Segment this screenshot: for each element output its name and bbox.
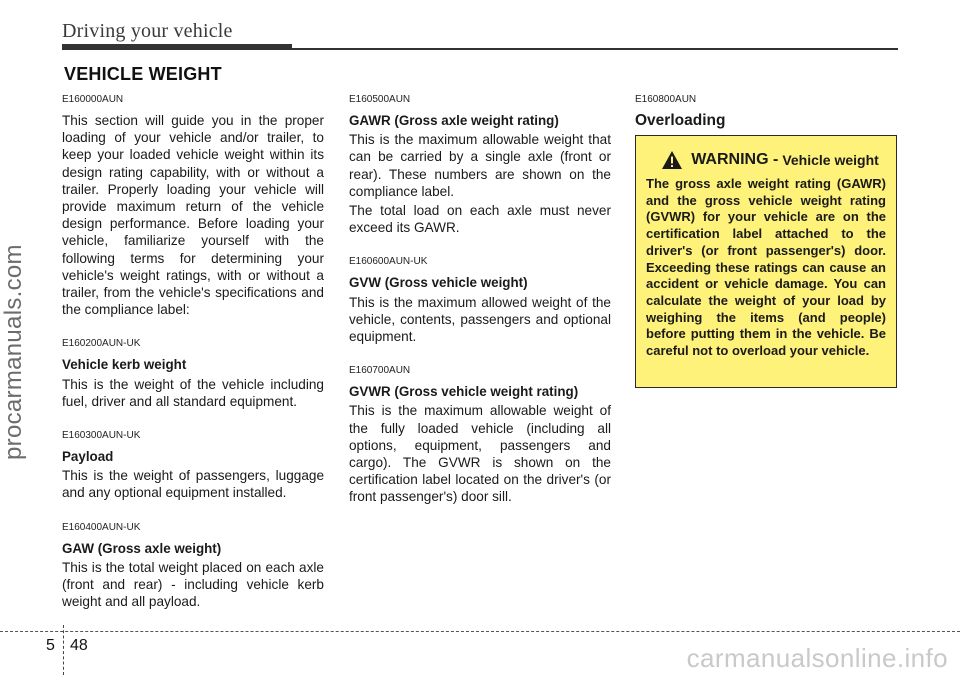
gawr-text-2: The total load on each axle must never exceed its GAWR. (349, 203, 611, 236)
warning-subject: Vehicle weight (782, 152, 879, 168)
page-number: 48 (70, 637, 88, 654)
column-3 (635, 94, 897, 131)
section-code: E160300AUN-UK (62, 430, 141, 442)
payload-heading: Payload (62, 449, 114, 465)
section-code: E160700AUN (349, 365, 411, 377)
gvwr-text: This is the maximum allowable weight of the fully loaded vehicle (including all options, equipment, passengers and cargo). The GVWR is shown on the certification label located on the driver's (or front passenger's) door sill. (349, 403, 611, 505)
watermark-bottom: carmanualsonline.info (686, 643, 948, 673)
gvw-heading: GVW (Gross vehicle weight) (349, 275, 528, 291)
section-code: E160800AUN (635, 94, 697, 105)
gvwr-heading: GVWR (Gross vehicle weight rating) (349, 384, 579, 400)
section-code: E160400AUN-UK (62, 521, 141, 533)
section-code: E160200AUN-UK (62, 338, 141, 350)
overloading-heading: Overloading (635, 112, 726, 129)
header-rule (62, 48, 898, 50)
section-code: E160600AUN-UK (349, 256, 428, 268)
kerb-weight-text: This is the weight of the vehicle including fuel, driver and all standard equipment. (62, 376, 324, 409)
warning-text: The gross axle weight rating (GAWR) and the gross vehicle weight rating (GVWR) for your vehicle are on the certification label attached to the driver's (or front passenger's) door. Exceeding these ratings can cause an accident or vehicle damage. You can calculate the weight of your load by weighing the items (and people) before putting them in the vehicle. Be careful not to overload your vehicle. (646, 176, 886, 359)
watermark-left: procarmanuals.com (0, 244, 27, 460)
gvw-text: This is the maximum allowed weight of the vehicle, contents, passengers and optional equipment. (349, 294, 611, 345)
section-code: E160000AUN (62, 94, 124, 105)
warning-triangle-icon (661, 150, 683, 170)
footer-rule (0, 631, 960, 632)
gaw-heading: GAW (Gross axle weight) (62, 540, 222, 556)
page-section-number: 5 (46, 637, 55, 654)
section-code: E160500AUN (349, 94, 411, 105)
page-header-title: Driving your vehicle (62, 20, 233, 42)
warning-title (654, 150, 886, 170)
footer-divider (63, 625, 64, 675)
column-1 (62, 94, 324, 612)
gawr-heading: GAWR (Gross axle weight rating) (349, 113, 559, 128)
payload-text: This is the weight of passengers, luggage and any optional equipment installed. (62, 468, 324, 501)
gaw-text: This is the total weight placed on each axle (front and rear) - including vehicle kerb weight and all payload. (62, 559, 324, 610)
warning-label: WARNING - (691, 151, 779, 168)
gawr-text: This is the maximum allowable weight that can be carried by a single axle (front or rear). These numbers are shown on the compliance label. (349, 132, 611, 199)
warning-box (635, 135, 897, 388)
kerb-weight-heading: Vehicle kerb weight (62, 357, 187, 373)
column-2 (349, 94, 611, 508)
intro-paragraph: This section will guide you in the proper loading of your vehicle and/or trailer, to keep your loaded vehicle weight within its design rating capability, with or without a trailer. Properly loading your vehicle will provide maximum return of the vehicle design performance. Before loading your vehicle, familiarize yourself with the following terms for determining your vehicle's weight ratings, with or without a trailer, from the vehicle's specifications and the compliance label: (62, 113, 324, 318)
section-title: VEHICLE WEIGHT (64, 64, 222, 84)
